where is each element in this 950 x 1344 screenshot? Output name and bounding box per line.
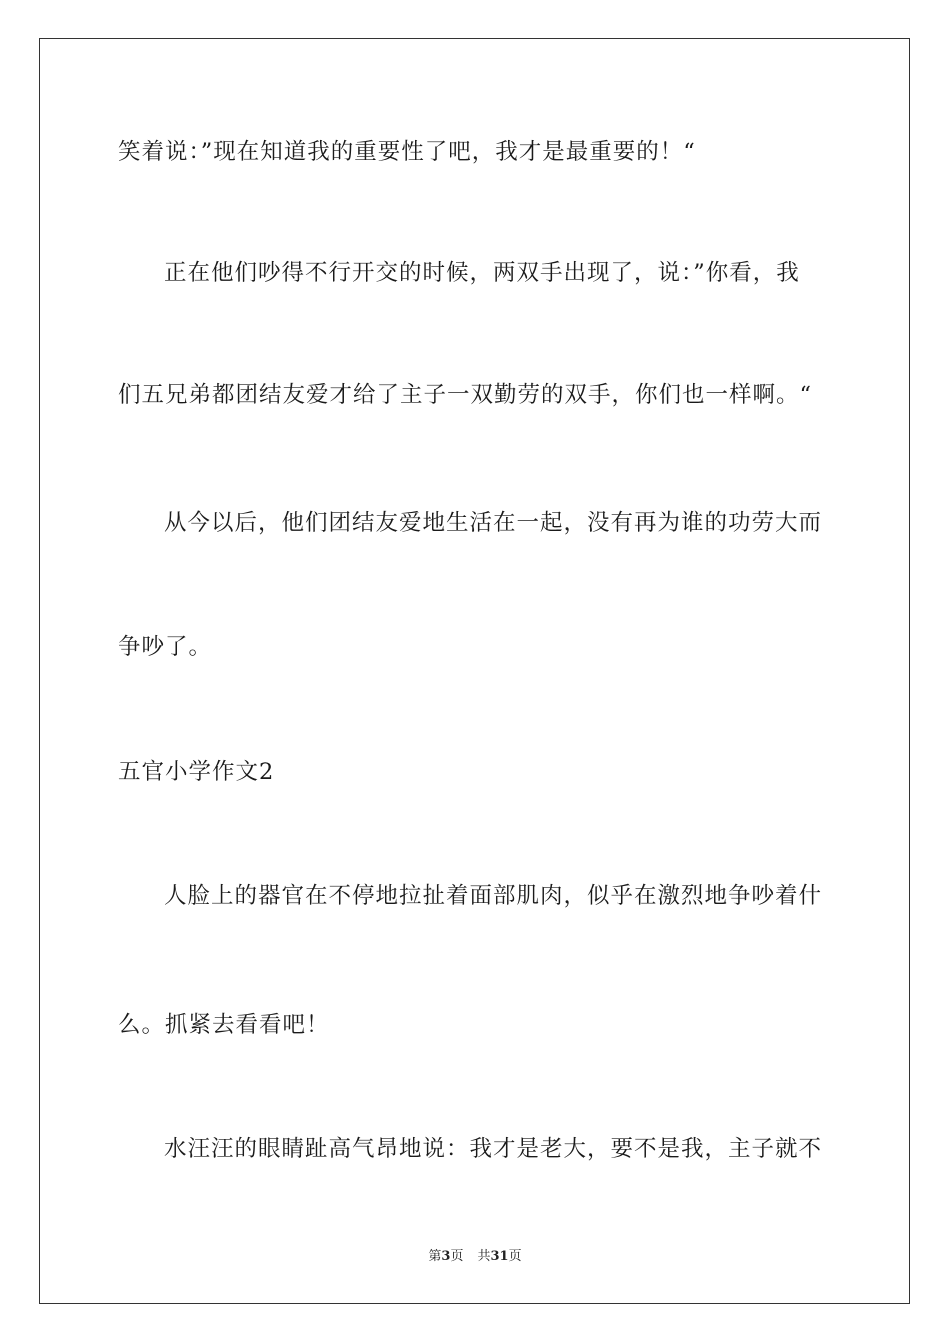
page-border: [39, 38, 910, 1304]
footer-total-pages: 31: [490, 1249, 509, 1264]
text-line-8: 么。抓紧去看看吧！: [118, 1012, 330, 1038]
text-line-5: 争吵了。: [118, 634, 213, 660]
footer-page-suffix: 页: [450, 1249, 464, 1264]
footer-total-suffix: 页: [508, 1249, 522, 1264]
text-line-3: 们五兄弟都团结友爱才给了主子一双勤劳的双手，你们也一样啊。“: [118, 382, 813, 408]
footer-page-number: 3: [441, 1249, 451, 1264]
section-heading: 五官小学作文2: [118, 759, 275, 785]
text-line-7: 人脸上的器官在不停地拉扯着面部肌肉，似乎在激烈地争吵着什: [164, 883, 823, 909]
text-line-9: 水汪汪的眼睛趾高气昂地说：我才是老大，要不是我，主子就不: [164, 1136, 823, 1162]
page-footer: [0, 1248, 950, 1266]
text-line-1: 笑着说：”现在知道我的重要性了吧，我才是最重要的！“: [118, 139, 696, 165]
footer-page-prefix: 第: [428, 1249, 442, 1264]
text-line-4: 从今以后，他们团结友爱地生活在一起，没有再为谁的功劳大而: [164, 510, 823, 536]
footer-total-prefix: 共: [477, 1249, 491, 1264]
text-line-2: 正在他们吵得不行开交的时候，两双手出现了，说：”你看，我: [164, 260, 800, 286]
